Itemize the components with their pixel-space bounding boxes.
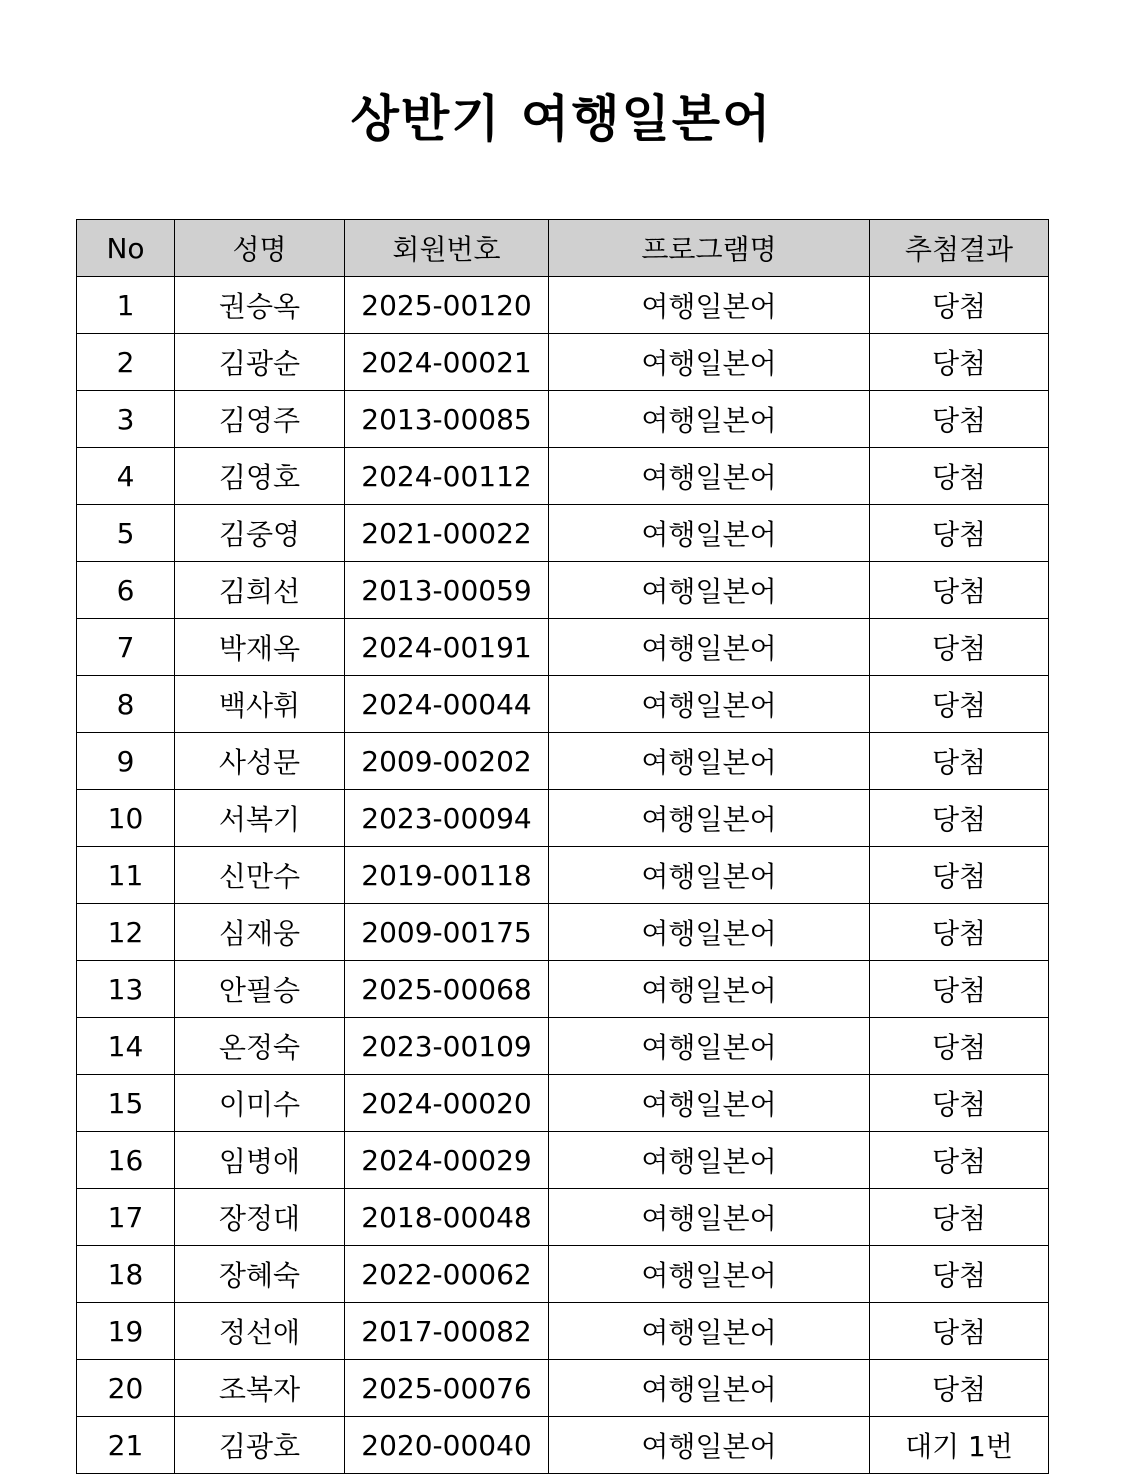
cell-name: 신만수 xyxy=(175,847,345,904)
table-row xyxy=(77,505,1049,562)
cell-program-name: 여행일본어 xyxy=(549,619,870,676)
cell-no: 9 xyxy=(77,733,175,790)
lottery-result-table xyxy=(76,219,1049,1474)
table-row xyxy=(77,961,1049,1018)
cell-member-number: 2025-00068 xyxy=(345,961,549,1018)
cell-no: 21 xyxy=(77,1417,175,1474)
cell-draw-result: 당첨 xyxy=(870,505,1049,562)
cell-member-number: 2024-00191 xyxy=(345,619,549,676)
table-row xyxy=(77,1417,1049,1474)
cell-program-name: 여행일본어 xyxy=(549,562,870,619)
cell-name: 사성문 xyxy=(175,733,345,790)
cell-program-name: 여행일본어 xyxy=(549,1018,870,1075)
cell-member-number: 2018-00048 xyxy=(345,1189,549,1246)
table-row xyxy=(77,847,1049,904)
cell-draw-result: 당첨 xyxy=(870,676,1049,733)
cell-program-name: 여행일본어 xyxy=(549,1360,870,1417)
cell-name: 김영주 xyxy=(175,391,345,448)
cell-member-number: 2009-00175 xyxy=(345,904,549,961)
cell-name: 김중영 xyxy=(175,505,345,562)
cell-draw-result: 대기 1번 xyxy=(870,1417,1049,1474)
cell-no: 19 xyxy=(77,1303,175,1360)
cell-no: 6 xyxy=(77,562,175,619)
cell-draw-result: 당첨 xyxy=(870,847,1049,904)
cell-draw-result: 당첨 xyxy=(870,1303,1049,1360)
cell-member-number: 2025-00120 xyxy=(345,277,549,334)
cell-no: 7 xyxy=(77,619,175,676)
cell-no: 16 xyxy=(77,1132,175,1189)
table-row xyxy=(77,904,1049,961)
cell-member-number: 2024-00020 xyxy=(345,1075,549,1132)
cell-name: 김광호 xyxy=(175,1417,345,1474)
cell-draw-result: 당첨 xyxy=(870,334,1049,391)
cell-name: 박재옥 xyxy=(175,619,345,676)
table-row xyxy=(77,1189,1049,1246)
cell-name: 김영호 xyxy=(175,448,345,505)
cell-name: 권승옥 xyxy=(175,277,345,334)
cell-member-number: 2023-00109 xyxy=(345,1018,549,1075)
table-row xyxy=(77,1018,1049,1075)
cell-name: 정선애 xyxy=(175,1303,345,1360)
cell-member-number: 2024-00044 xyxy=(345,676,549,733)
table-row xyxy=(77,676,1049,733)
table-row xyxy=(77,1075,1049,1132)
table-row xyxy=(77,277,1049,334)
cell-program-name: 여행일본어 xyxy=(549,1246,870,1303)
cell-name: 이미수 xyxy=(175,1075,345,1132)
cell-no: 15 xyxy=(77,1075,175,1132)
column-header-program-name: 프로그램명 xyxy=(549,220,870,277)
column-header-no: No xyxy=(77,220,175,277)
cell-member-number: 2017-00082 xyxy=(345,1303,549,1360)
cell-draw-result: 당첨 xyxy=(870,562,1049,619)
cell-name: 서복기 xyxy=(175,790,345,847)
table-row xyxy=(77,334,1049,391)
cell-program-name: 여행일본어 xyxy=(549,391,870,448)
cell-name: 김광순 xyxy=(175,334,345,391)
column-header-draw-result: 추첨결과 xyxy=(870,220,1049,277)
table-header xyxy=(77,220,1049,277)
cell-draw-result: 당첨 xyxy=(870,619,1049,676)
cell-draw-result: 당첨 xyxy=(870,733,1049,790)
cell-no: 13 xyxy=(77,961,175,1018)
cell-member-number: 2009-00202 xyxy=(345,733,549,790)
table-row xyxy=(77,1360,1049,1417)
cell-no: 17 xyxy=(77,1189,175,1246)
table-header-row xyxy=(77,220,1049,277)
cell-draw-result: 당첨 xyxy=(870,1132,1049,1189)
cell-no: 5 xyxy=(77,505,175,562)
cell-member-number: 2013-00085 xyxy=(345,391,549,448)
cell-member-number: 2024-00021 xyxy=(345,334,549,391)
cell-draw-result: 당첨 xyxy=(870,1189,1049,1246)
cell-name: 조복자 xyxy=(175,1360,345,1417)
cell-no: 20 xyxy=(77,1360,175,1417)
cell-no: 2 xyxy=(77,334,175,391)
cell-draw-result: 당첨 xyxy=(870,790,1049,847)
table-row xyxy=(77,1132,1049,1189)
cell-program-name: 여행일본어 xyxy=(549,790,870,847)
cell-program-name: 여행일본어 xyxy=(549,277,870,334)
cell-no: 10 xyxy=(77,790,175,847)
cell-member-number: 2023-00094 xyxy=(345,790,549,847)
cell-no: 1 xyxy=(77,277,175,334)
cell-program-name: 여행일본어 xyxy=(549,1417,870,1474)
table-body xyxy=(77,277,1049,1474)
cell-member-number: 2021-00022 xyxy=(345,505,549,562)
table-row xyxy=(77,733,1049,790)
cell-member-number: 2019-00118 xyxy=(345,847,549,904)
cell-member-number: 2020-00040 xyxy=(345,1417,549,1474)
cell-draw-result: 당첨 xyxy=(870,391,1049,448)
cell-draw-result: 당첨 xyxy=(870,961,1049,1018)
table-row xyxy=(77,448,1049,505)
cell-name: 온정숙 xyxy=(175,1018,345,1075)
cell-no: 3 xyxy=(77,391,175,448)
cell-no: 11 xyxy=(77,847,175,904)
cell-no: 14 xyxy=(77,1018,175,1075)
cell-member-number: 2024-00029 xyxy=(345,1132,549,1189)
cell-program-name: 여행일본어 xyxy=(549,1132,870,1189)
cell-name: 임병애 xyxy=(175,1132,345,1189)
table-row xyxy=(77,790,1049,847)
cell-program-name: 여행일본어 xyxy=(549,1303,870,1360)
table-row xyxy=(77,391,1049,448)
cell-member-number: 2024-00112 xyxy=(345,448,549,505)
table-row xyxy=(77,562,1049,619)
cell-program-name: 여행일본어 xyxy=(549,505,870,562)
page-title: 상반기 여행일본어 xyxy=(350,90,773,148)
cell-program-name: 여행일본어 xyxy=(549,334,870,391)
cell-program-name: 여행일본어 xyxy=(549,904,870,961)
cell-program-name: 여행일본어 xyxy=(549,847,870,904)
cell-program-name: 여행일본어 xyxy=(549,733,870,790)
cell-member-number: 2025-00076 xyxy=(345,1360,549,1417)
cell-draw-result: 당첨 xyxy=(870,1360,1049,1417)
cell-program-name: 여행일본어 xyxy=(549,676,870,733)
cell-draw-result: 당첨 xyxy=(870,448,1049,505)
cell-draw-result: 당첨 xyxy=(870,904,1049,961)
cell-program-name: 여행일본어 xyxy=(549,1075,870,1132)
cell-program-name: 여행일본어 xyxy=(549,1189,870,1246)
cell-draw-result: 당첨 xyxy=(870,277,1049,334)
cell-no: 8 xyxy=(77,676,175,733)
cell-program-name: 여행일본어 xyxy=(549,961,870,1018)
cell-draw-result: 당첨 xyxy=(870,1246,1049,1303)
cell-name: 심재웅 xyxy=(175,904,345,961)
cell-name: 김희선 xyxy=(175,562,345,619)
table-row xyxy=(77,1303,1049,1360)
table-row xyxy=(77,619,1049,676)
cell-name: 안필승 xyxy=(175,961,345,1018)
cell-name: 장혜숙 xyxy=(175,1246,345,1303)
cell-no: 12 xyxy=(77,904,175,961)
cell-name: 백사휘 xyxy=(175,676,345,733)
table-row xyxy=(77,1246,1049,1303)
cell-member-number: 2013-00059 xyxy=(345,562,549,619)
cell-program-name: 여행일본어 xyxy=(549,448,870,505)
column-header-name: 성명 xyxy=(175,220,345,277)
cell-no: 4 xyxy=(77,448,175,505)
column-header-member-number: 회원번호 xyxy=(345,220,549,277)
cell-member-number: 2022-00062 xyxy=(345,1246,549,1303)
cell-draw-result: 당첨 xyxy=(870,1075,1049,1132)
cell-name: 장정대 xyxy=(175,1189,345,1246)
cell-draw-result: 당첨 xyxy=(870,1018,1049,1075)
cell-no: 18 xyxy=(77,1246,175,1303)
